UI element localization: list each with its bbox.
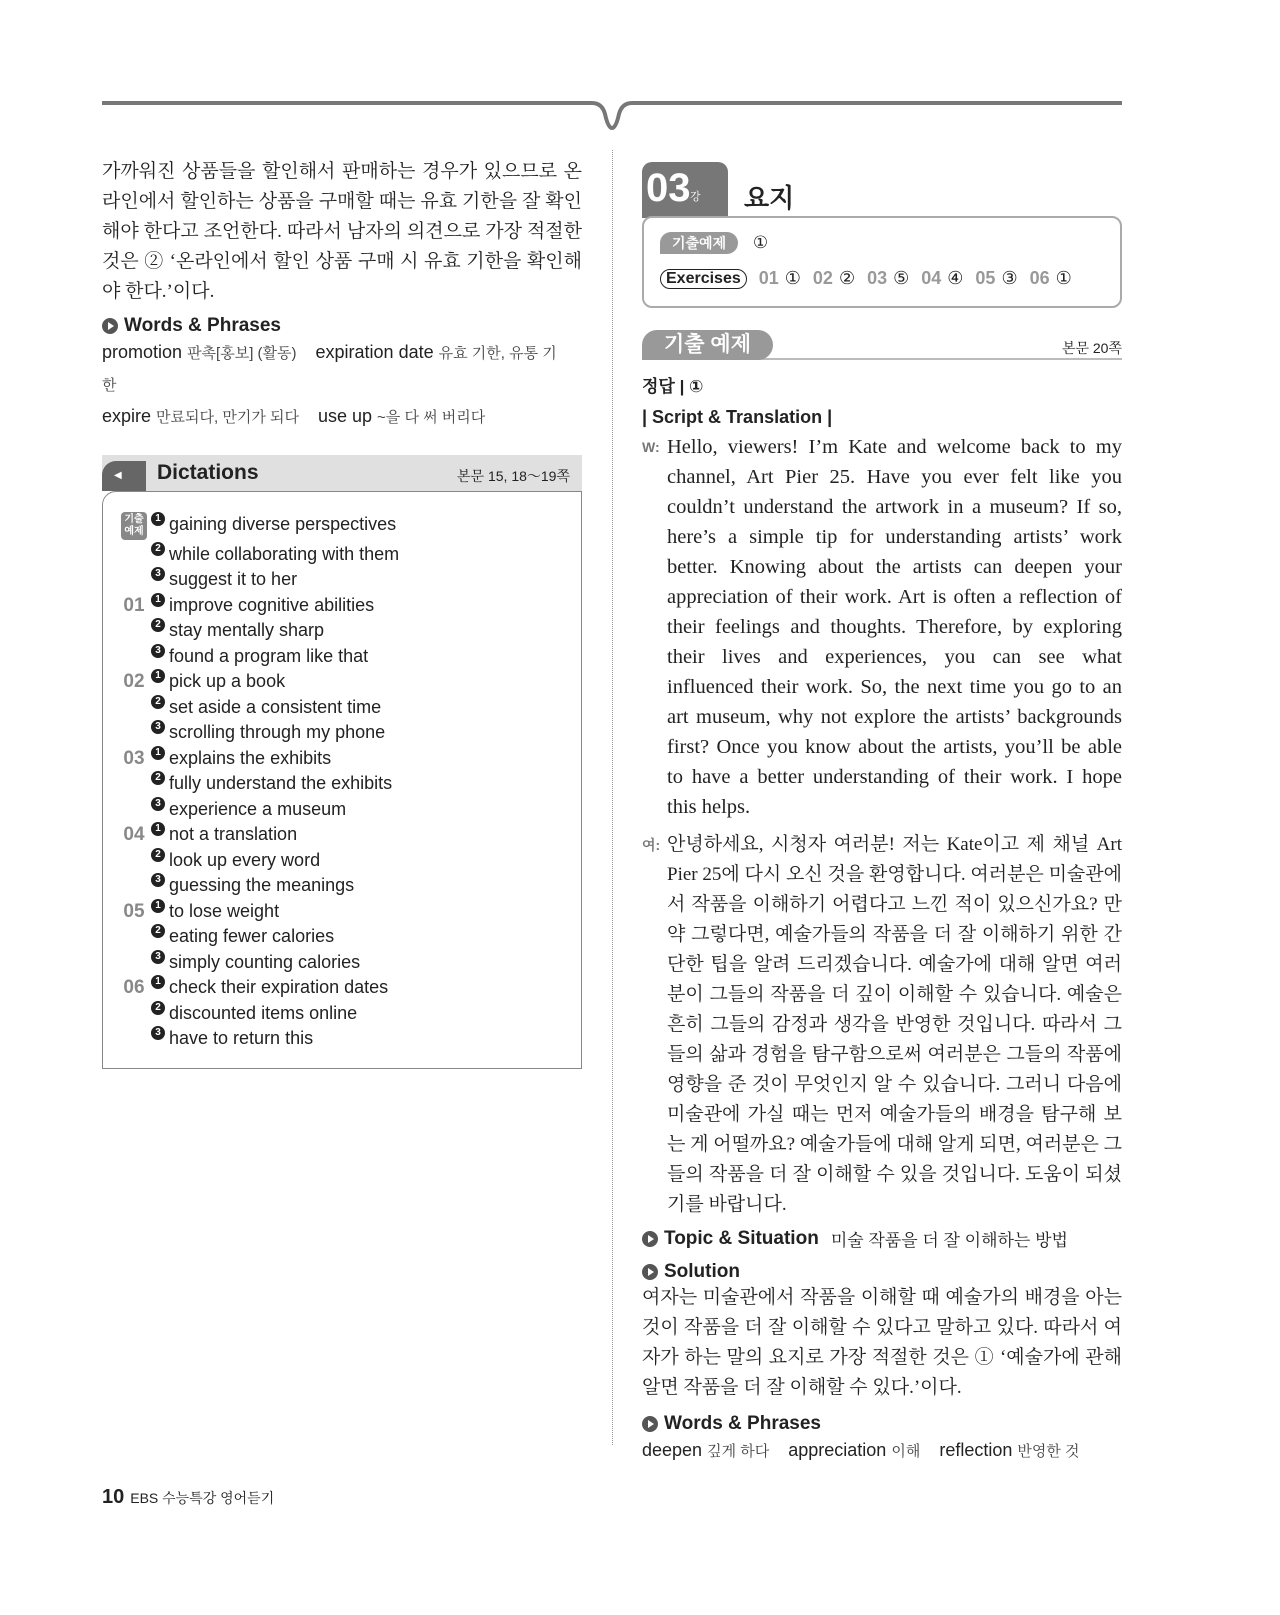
exercise-number: 02 [123, 671, 145, 692]
number-marker-icon: 1 [151, 593, 165, 607]
words-list: deepen 깊게 하다 appreciation 이해 reflection 반영한 것 [642, 1440, 1080, 1460]
right-column [642, 372, 1122, 1467]
exercise-answer: 03 ⑤ [867, 268, 910, 288]
number-marker-icon: 2 [151, 542, 165, 556]
solution-heading: Solution [642, 1261, 1122, 1283]
triangle-left-icon: ◀ [102, 461, 146, 491]
words-phrases-heading: Words & Phrases [102, 315, 582, 337]
number-marker-icon: 3 [151, 1026, 165, 1040]
page-number: 10 [102, 1486, 125, 1508]
dictation-item: 04 1 not a translation [117, 822, 581, 848]
lesson-number-tab: 03 강 [642, 162, 728, 218]
number-marker-icon: 3 [151, 873, 165, 887]
dictation-item: 기출 예제 1 gaining diverse perspectives [117, 512, 581, 542]
dictation-item: 3 have to return this [117, 1026, 581, 1052]
play-bullet-icon [642, 1416, 658, 1432]
dictation-item: 3 scrolling through my phone [117, 720, 581, 746]
words-phrases-heading: Words & Phrases [642, 1413, 1122, 1435]
dictation-item: 3 found a program like that [117, 644, 581, 670]
script-title: | Script & Translation | [642, 407, 833, 427]
english-script: W: Hello, viewers! I’m Kate and welcome back to my channel, Art Pier 25. Have you ever felt like you couldn’t understand the artwork in a museum? If so, here’s a simple tip for understanding artists’ work better. Knowing about the artists can deepen your appreciation of their work. Art is often a reflection of their feelings and thoughts. Therefore, by exploring their lives and experiences, you can see what influenced their work. So, the next time you go to an art museum, why not explore the artists’ backgrounds first? Once you know about the artists, you’ll be able to have a better understanding of their work. I hope this helps. [642, 436, 1122, 818]
page-footer [102, 1486, 274, 1509]
exercises-label: Exercises [660, 269, 747, 289]
example-badge: 기출 예제 [121, 512, 147, 540]
dictation-item: 02 1 pick up a book [117, 669, 581, 695]
dictation-item: 3 experience a museum [117, 797, 581, 823]
exercise-number: 06 [123, 977, 145, 998]
topic-heading: Topic & Situation 미술 작품을 더 잘 이해하는 방법 [642, 1226, 1122, 1251]
dictation-item: 06 1 check their expiration dates [117, 975, 581, 1001]
dictation-item: 3 simply counting calories [117, 950, 581, 976]
dictation-item: 2 discounted items online [117, 1001, 581, 1027]
number-marker-icon: 2 [151, 618, 165, 632]
play-bullet-icon [642, 1231, 658, 1247]
lesson-title: 요지 [744, 183, 795, 213]
number-marker-icon: 3 [151, 567, 165, 581]
play-bullet-icon [642, 1264, 658, 1280]
book-title: EBS 수능특강 영어듣기 [130, 1490, 275, 1506]
dictations-box [102, 491, 582, 1069]
number-marker-icon: 1 [151, 512, 165, 526]
exercise-answer: 06 ① [1029, 268, 1072, 288]
number-marker-icon: 1 [151, 746, 165, 760]
number-marker-icon: 2 [151, 695, 165, 709]
words-list: promotion 판촉[홍보] (활동) expiration date 유효 기한, 유통 기한 expire 만료되다, 만기가 되다 use up ~을 다 써 버리다 [102, 342, 557, 426]
dictations-ref: 본문 15, 18～19쪽 [457, 468, 570, 484]
exercise-number: 01 [123, 594, 145, 616]
korean-translation: 여: 안녕하세요, 시청자 여러분! 저는 Kate이고 제 채널 Art Pier 25에 다시 오신 것을 환영합니다. 여러분은 미술관에서 작품을 이해하기 어렵다고 느낀 적이 있으신가요? 만약 그렇다면, 예술가들의 작품을 더 잘 이해하기 위한 간단한 팁을 알려 드리겠습니다. 예술가에 대해 알면 여러분이 그들의 작품을 더 깊이 이해할 수 있습니다. 예술은 흔히 그들의 감정과 생각을 반영한 것입니다. 따라서 그들의 삶과 경험을 탐구함으로써 여러분은 그들의 작품에 영향을 준 것이 무엇인지 알 수 있습니다. 그러니 다음에 미술관에 가실 때는 먼저 예술가들의 배경을 탐구해 보는 게 어떨까요? 예술가들에 대해 알게 되면, 여러분은 그들의 작품을 더 잘 이해할 수 있을 것입니다. 도움이 되셨기를 바랍니다. [642, 834, 1122, 1215]
left-column [102, 157, 582, 433]
dictation-item: 2 fully understand the exhibits [117, 771, 581, 797]
dictation-item: 01 1 improve cognitive abilities [117, 593, 581, 619]
number-marker-icon: 1 [151, 975, 165, 989]
dictation-item: 2 while collaborating with them [117, 542, 581, 568]
solution-text: 여자는 미술관에서 작품을 이해할 때 예술가의 배경을 아는 것이 작품을 더 잘 이해할 수 있다고 말하고 있다. 따라서 여자가 하는 말의 요지로 가장 적절한 것은 ① ‘예술가에 관해 알면 작품을 더 잘 이해할 수 있다.’이다. [642, 1287, 1122, 1398]
exercise-answer: 02 ② [812, 268, 856, 288]
dictation-item: 05 1 to lose weight [117, 899, 581, 925]
dictation-item: 2 look up every word [117, 848, 581, 874]
column-divider [612, 150, 613, 1445]
intro-text: 가까워진 상품들을 할인해서 판매하는 경우가 있으므로 온라인에서 할인하는 상품을 구매할 때는 유효 기한을 잘 확인해야 한다고 조언한다. 따라서 남자의 의견으로 가장 적절한 것은 ② ‘온라인에서 할인 상품 구매 시 유효 기한을 확인해야 한다.’이다. [102, 161, 582, 302]
dictation-item: 3 suggest it to her [117, 567, 581, 593]
number-marker-icon: 3 [151, 797, 165, 811]
number-marker-icon: 1 [151, 899, 165, 913]
dictations-title: Dictations [157, 461, 259, 484]
dictation-item: 3 guessing the meanings [117, 873, 581, 899]
exercise-number: 04 [123, 824, 145, 845]
dictation-item: 03 1 explains the exhibits [117, 746, 581, 772]
play-bullet-icon [102, 318, 118, 334]
number-marker-icon: 2 [151, 924, 165, 938]
dictations-header [102, 455, 582, 491]
exercise-number: 05 [123, 900, 145, 922]
exercise-answer: 01 ① [758, 268, 801, 288]
dictation-item: 2 stay mentally sharp [117, 618, 581, 644]
section-title: 기출 예제 [642, 330, 773, 360]
dictation-item: 2 set aside a consistent time [117, 695, 581, 721]
dictation-item: 2 eating fewer calories [117, 924, 581, 950]
number-marker-icon: 3 [151, 950, 165, 964]
answer-key-box: 기출예제 ① Exercises 01 ① 02 ② 03 ⑤ 04 ④ 05 ③ 06 ① [642, 216, 1122, 308]
number-marker-icon: 1 [151, 669, 165, 683]
number-marker-icon: 3 [151, 644, 165, 658]
section-ref: 본문 20쪽 [1061, 340, 1122, 356]
top-rule [102, 100, 1122, 130]
number-marker-icon: 3 [151, 720, 165, 734]
answer-line: 정답 | ① [642, 377, 704, 396]
number-marker-icon: 2 [151, 771, 165, 785]
section-header [642, 330, 1122, 360]
number-marker-icon: 2 [151, 1001, 165, 1015]
exercise-number: 03 [123, 747, 145, 769]
exercise-answer: 04 ④ [921, 268, 964, 288]
exercise-answer: 05 ③ [975, 268, 1018, 288]
number-marker-icon: 2 [151, 848, 165, 862]
number-marker-icon: 1 [151, 822, 165, 836]
